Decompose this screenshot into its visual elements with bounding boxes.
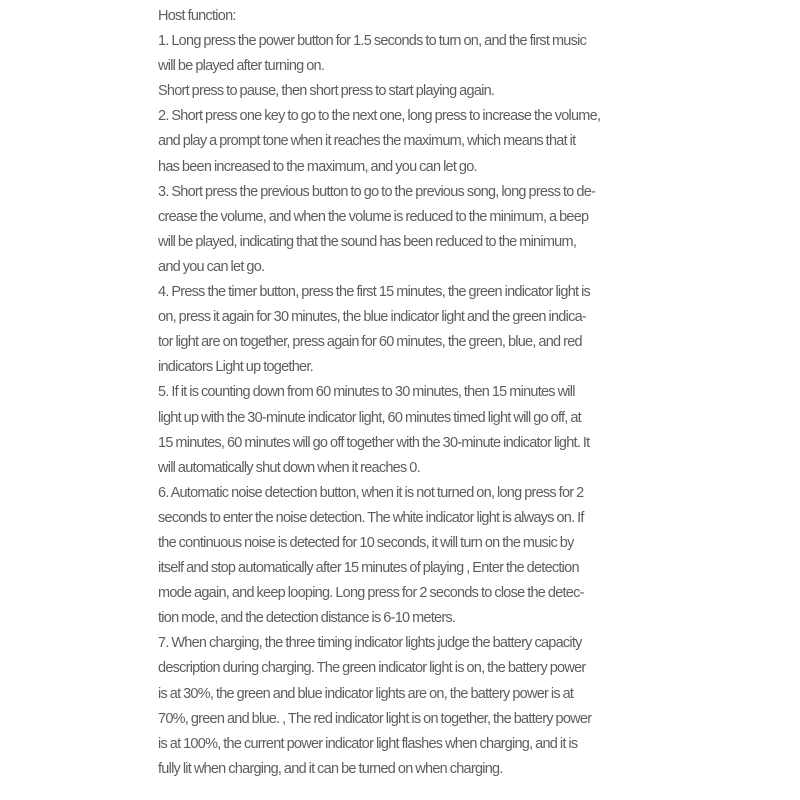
text-line: tion mode, and the detection distance is 6-10 meters. [158,610,456,627]
text-line: description during charging. The green indicator light is on, the battery power [158,660,586,677]
text-line: 7. When charging, the three timing indicator lights judge the battery capacity [158,635,582,652]
text-line: 3. Short press the previous button to go to the previous song, long press to de- [158,183,596,200]
text-line: tor light are on together, press again for 60 minutes, the green, blue, and red [158,334,582,351]
text-line: has been increased to the maximum, and you can let go. [158,158,477,175]
text-line: indicators Light up together. [158,359,313,376]
text-line: crease the volume, and when the volume is reduced to the minimum, a beep [158,208,589,225]
text-line: 1. Long press the power button for 1.5 seconds to turn on, and the first music [158,33,587,50]
text-line: mode again, and keep looping. Long press for 2 seconds to close the detec- [158,585,584,602]
text-line: is at 100%, the current power indicator light flashes when charging, and it is [158,735,578,752]
text-line: Short press to pause, then short press to start playing again. [158,83,495,100]
text-line: and play a prompt tone when it reaches the maximum, which means that it [158,133,576,150]
text-line: seconds to enter the noise detection. The white indicator light is always on. If [158,509,584,526]
heading-host-function: Host function: [158,8,236,24]
text-line: itself and stop automatically after 15 minutes of playing , Enter the detection [158,560,579,577]
text-line: 2. Short press one key to go to the next one, long press to increase the volume, [158,108,601,125]
text-line: 15 minutes, 60 minutes will go off together with the 30-minute indicator light. It [158,434,590,451]
text-line: the continuous noise is detected for 10 seconds, it will turn on the music by [158,534,574,551]
text-line: light up with the 30-minute indicator light, 60 minutes timed light will go off, at [158,409,581,426]
text-line: 6. Automatic noise detection button, when it is not turned on, long press for 2 [158,484,584,501]
text-line: on, press it again for 30 minutes, the blue indicator light and the green indica- [158,309,586,326]
text-line: will automatically shut down when it reaches 0. [158,459,420,476]
text-line: and you can let go. [158,258,265,275]
text-line: will be played, indicating that the sound has been reduced to the minimum, [158,233,577,250]
text-line: fully lit when charging, and it can be turned on when charging. [158,760,503,777]
text-line: 70%, green and blue. , The red indicator light is on together, the battery power [158,710,592,727]
text-line: 4. Press the timer button, press the first 15 minutes, the green indicator light is [158,284,591,301]
text-line: is at 30%, the green and blue indicator lights are on, the battery power is at [158,685,574,702]
text-line: will be played after turning on. [158,58,325,75]
instruction-text-block [158,4,650,782]
text-line: 5. If it is counting down from 60 minutes to 30 minutes, then 15 minutes will [158,384,575,401]
